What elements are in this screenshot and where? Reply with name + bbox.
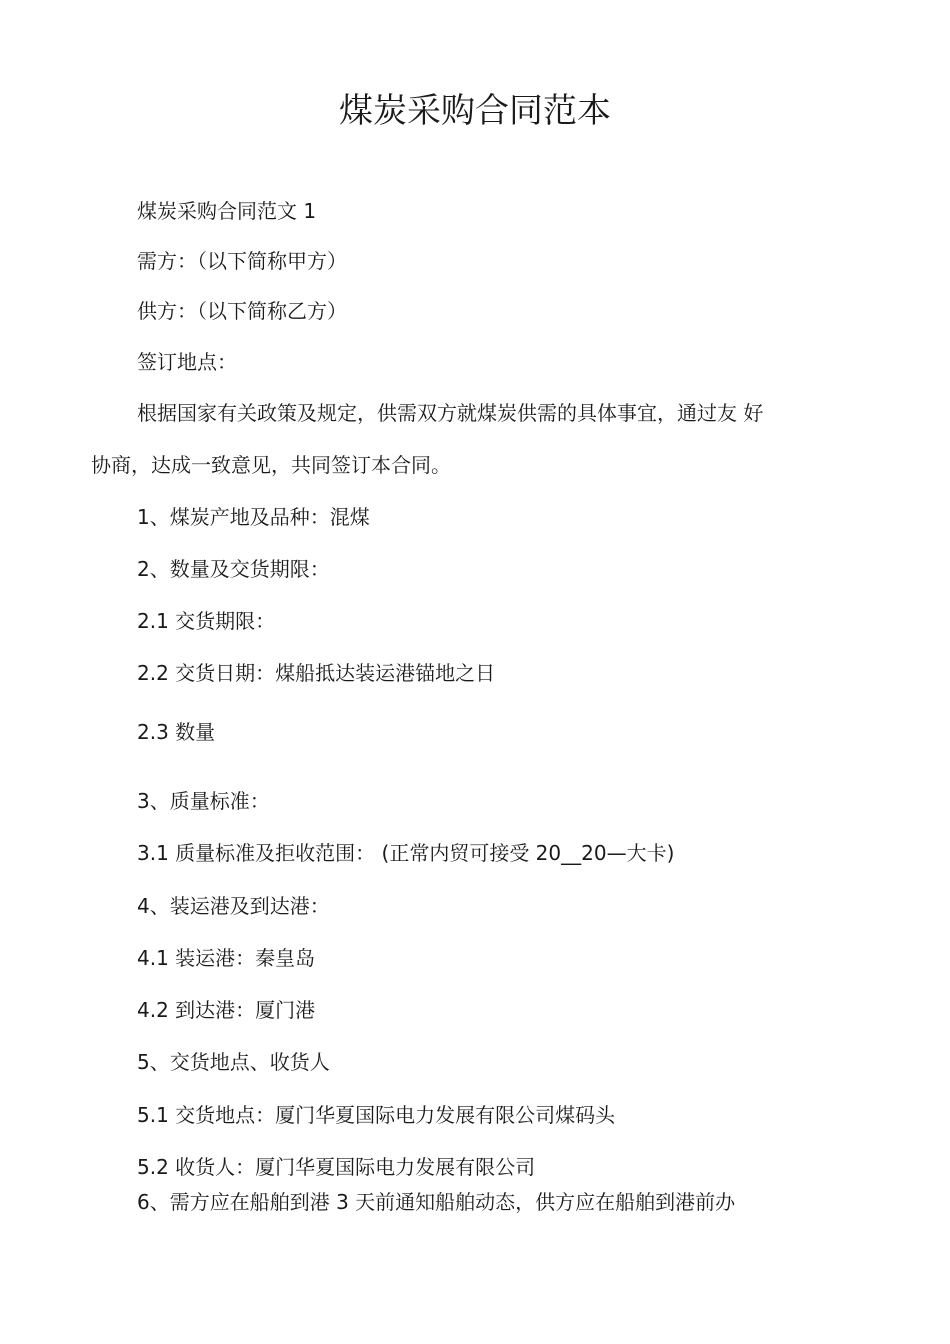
- clause-4: 4、装运港及到达港：: [137, 894, 330, 918]
- clause-3-1: 3.1 质量标准及拒收范围： (正常内贸可接受 20__20—大卡): [137, 841, 675, 865]
- paragraph-buyer: 需方：（以下简称甲方）: [137, 249, 347, 273]
- paragraph-preamble-line1: 根据国家有关政策及规定，供需双方就煤炭供需的具体事宜，通过友 好: [137, 401, 764, 425]
- clause-4-2: 4.2 到达港：厦门港: [137, 998, 316, 1022]
- document-title: 煤炭采购合同范本: [339, 91, 611, 131]
- clause-5-2: 5.2 收货人：厦门华夏国际电力发展有限公司: [137, 1155, 536, 1179]
- clause-2-1: 2.1 交货期限：: [137, 609, 276, 633]
- paragraph-preamble-line2: 协商，达成一致意见，共同签订本合同。: [91, 453, 451, 477]
- paragraph-supplier: 供方：（以下简称乙方）: [137, 299, 347, 323]
- clause-1: 1、煤炭产地及品种：混煤: [137, 505, 370, 529]
- paragraph-signing-place: 签订地点：: [137, 350, 237, 374]
- clause-2-2: 2.2 交货日期：煤船抵达装运港锚地之日: [137, 661, 496, 685]
- clause-2: 2、数量及交货期限：: [137, 557, 330, 581]
- clause-4-1: 4.1 装运港：秦皇岛: [137, 946, 316, 970]
- clause-5-1: 5.1 交货地点：厦门华夏国际电力发展有限公司煤码头: [137, 1103, 616, 1127]
- paragraph-contract-sample: 煤炭采购合同范文 1: [137, 199, 317, 223]
- clause-6: 6、需方应在船舶到港 3 天前通知船舶动态，供方应在船舶到港前办: [137, 1190, 736, 1214]
- clause-5: 5、交货地点、收货人: [137, 1050, 330, 1074]
- clause-3: 3、质量标准：: [137, 789, 270, 813]
- clause-2-3: 2.3 数量: [137, 720, 216, 744]
